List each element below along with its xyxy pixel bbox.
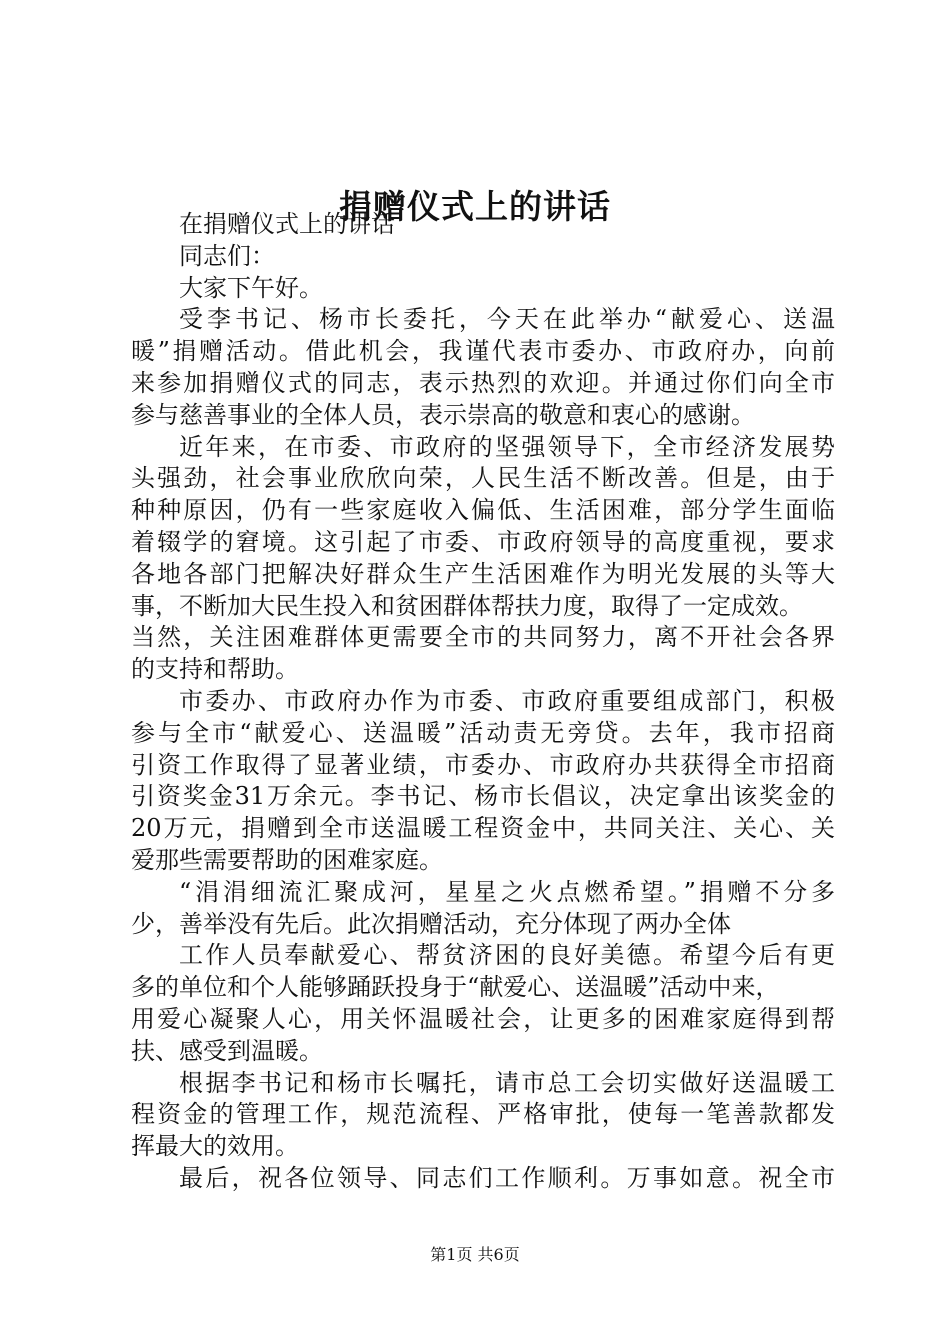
body-line: 根据李书记和杨市长嘱托，请市总工会切实做好送温暖工 xyxy=(179,1068,835,1097)
body-line: 当然，关注困难群体更需要全市的共同努力，离不开社会各界 xyxy=(131,623,835,652)
body-line: 工作人员奉献爱心、帮贫济困的良好美德。希望今后有更 xyxy=(179,941,835,970)
page-number-footer: 第1页 共6页 xyxy=(430,1245,520,1264)
body-line: 种种原因，仍有一些家庭收入偏低、生活困难，部分学生面临 xyxy=(131,496,835,525)
body-line: 受李书记、杨市长委托，今天在此举办“献爱心、送温 xyxy=(179,305,835,334)
body-line: 暖”捐赠活动。借此机会，我谨代表市委办、市政府办，向前 xyxy=(131,337,835,366)
body-line: 头强劲，社会事业欣欣向荣，人民生活不断改善。但是，由于 xyxy=(131,464,835,493)
body-line: 引资工作取得了显著业绩，市委办、市政府办共获得全市招商 xyxy=(131,750,835,779)
body-line: 各地各部门把解决好群众生产生活困难作为明光发展的头等大 xyxy=(131,559,835,588)
body-line: 同志们： xyxy=(179,241,275,270)
body-line: 的支持和帮助。 xyxy=(131,655,299,684)
body-line: 挥最大的效用。 xyxy=(131,1132,299,1161)
body-line: 用爱心凝聚人心，用关怀温暖社会，让更多的困难家庭得到帮 xyxy=(131,1004,835,1033)
body-line: 扶、感受到温暖。 xyxy=(131,1036,323,1065)
body-line: 爱那些需要帮助的困难家庭。 xyxy=(131,845,443,874)
body-line: 着辍学的窘境。这引起了市委、市政府领导的高度重视，要求 xyxy=(131,527,835,556)
body-line: 少，善举没有先后。此次捐赠活动，充分体现了两办全体 xyxy=(131,909,731,938)
body-line: 大家下午好。 xyxy=(179,273,323,302)
body-line: 多的单位和个人能够踊跃投身于“献爱心、送温暖”活动中来， xyxy=(131,973,780,1002)
body-line: “涓涓细流汇聚成河，星星之火点燃希望。”捐赠不分多 xyxy=(179,877,835,906)
body-line: 参与全市“献爱心、送温暖”活动责无旁贷。去年，我市招商 xyxy=(131,718,835,747)
document-title: 捐赠仪式上的讲话 xyxy=(339,187,611,226)
body-line: 事，不断加大民生投入和贫困群体帮扶力度，取得了一定成效。 xyxy=(131,591,803,620)
body-line: 参与慈善事业的全体人员，表示崇高的敬意和衷心的感谢。 xyxy=(131,400,755,429)
body-line: 来参加捐赠仪式的同志，表示热烈的欢迎。并通过你们向全市 xyxy=(131,368,835,397)
body-line: 在捐赠仪式上的讲话 xyxy=(179,210,395,238)
body-line: 市委办、市政府办作为市委、市政府重要组成部门，积极 xyxy=(179,686,835,715)
body-line: 20万元，捐赠到全市送温暖工程资金中，共同关注、关心、关 xyxy=(131,814,835,843)
body-line: 近年来，在市委、市政府的坚强领导下，全市经济发展势 xyxy=(179,432,835,461)
document-body xyxy=(131,209,835,1195)
body-line: 程资金的管理工作，规范流程、严格审批，使每一笔善款都发 xyxy=(131,1100,835,1129)
body-line: 引资奖金31万余元。李书记、杨市长倡议，决定拿出该奖金的 xyxy=(131,782,835,811)
body-line: 最后，祝各位领导、同志们工作顺利。万事如意。祝全市 xyxy=(179,1163,835,1192)
